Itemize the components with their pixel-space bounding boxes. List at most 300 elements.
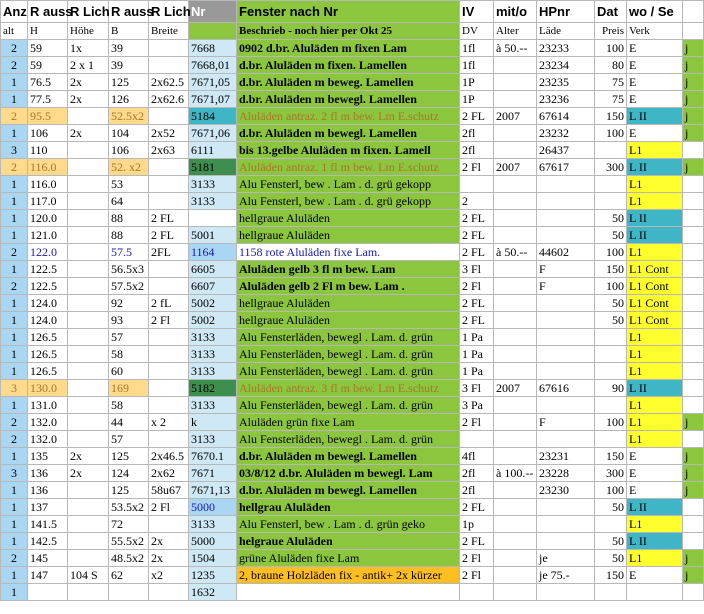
cell-raus[interactable]: 106 <box>28 125 68 142</box>
cell-hpnr[interactable]: 23231 <box>537 448 595 465</box>
cell-anz[interactable]: 1 <box>1 295 28 312</box>
cell-anz[interactable]: 3 <box>1 142 28 159</box>
cell-rlich2[interactable] <box>149 363 189 380</box>
cell-x[interactable]: j <box>683 91 704 108</box>
cell-nr[interactable] <box>189 210 237 227</box>
cell-anz[interactable]: 1 <box>1 125 28 142</box>
cell-anz[interactable]: 1 <box>1 363 28 380</box>
cell-anz[interactable]: 1 <box>1 210 28 227</box>
cell-hpnr[interactable] <box>537 210 595 227</box>
cell-rlich1[interactable] <box>68 482 109 499</box>
cell-wo[interactable]: E <box>627 40 683 57</box>
cell-fenster[interactable]: hellgrau Aluläden <box>237 499 460 516</box>
cell-raus[interactable]: 117.0 <box>28 193 68 210</box>
cell-rlich2[interactable] <box>149 431 189 448</box>
cell-mito[interactable] <box>494 210 537 227</box>
cell-raus[interactable] <box>28 584 68 601</box>
cell-mito[interactable] <box>494 261 537 278</box>
cell-hpnr[interactable] <box>537 193 595 210</box>
cell-rlich2[interactable] <box>149 397 189 414</box>
cell-raus[interactable]: 77.5 <box>28 91 68 108</box>
cell-rlich2[interactable]: 2x63 <box>149 142 189 159</box>
cell-hpnr[interactable] <box>537 346 595 363</box>
cell-hpnr[interactable]: F <box>537 414 595 431</box>
cell-fenster[interactable]: Alu Fensterläden, bewegl . Lam. d. grün <box>237 346 460 363</box>
cell-fenster[interactable]: Aluläden gelb 2 Fl m bew. Lam . <box>237 278 460 295</box>
cell-raus2[interactable]: 53.5x2 <box>109 499 149 516</box>
cell-hpnr[interactable]: je <box>537 550 595 567</box>
cell-dat[interactable]: 100 <box>595 244 627 261</box>
cell-wo[interactable]: L1 <box>627 431 683 448</box>
cell-dat[interactable]: 50 <box>595 210 627 227</box>
cell-iv[interactable]: 1p <box>460 516 494 533</box>
cell-fenster[interactable]: hellgraue Aluläden <box>237 210 460 227</box>
cell-x[interactable] <box>683 210 704 227</box>
cell-mito[interactable]: à 100.-- <box>494 465 537 482</box>
cell-raus2[interactable]: 88 <box>109 227 149 244</box>
cell-rlich2[interactable] <box>149 278 189 295</box>
cell-wo[interactable]: L1 <box>627 397 683 414</box>
cell-x[interactable] <box>683 261 704 278</box>
cell-fenster[interactable]: Aluläden antraz. 2 fl m bew. Lm E.schutz <box>237 108 460 125</box>
cell-iv[interactable]: 4fl <box>460 448 494 465</box>
cell-hpnr[interactable] <box>537 397 595 414</box>
cell-mito[interactable] <box>494 295 537 312</box>
cell-mito[interactable] <box>494 329 537 346</box>
cell-mito[interactable] <box>494 125 537 142</box>
cell-rlich1[interactable]: 2 x 1 <box>68 57 109 74</box>
cell-dat[interactable]: 150 <box>595 108 627 125</box>
cell-raus[interactable]: 135 <box>28 448 68 465</box>
cell-raus[interactable]: 59 <box>28 40 68 57</box>
cell-rlich1[interactable] <box>68 329 109 346</box>
cell-anz[interactable]: 1 <box>1 567 28 584</box>
cell-rlich1[interactable] <box>68 346 109 363</box>
cell-raus[interactable]: 122.5 <box>28 278 68 295</box>
cell-fenster[interactable]: Alu Fensterl, bew . Lam . d. grü gekopp <box>237 193 460 210</box>
cell-anz[interactable]: 1 <box>1 397 28 414</box>
cell-rlich1[interactable] <box>68 193 109 210</box>
cell-nr[interactable]: 1235 <box>189 567 237 584</box>
cell-raus2[interactable]: 58 <box>109 346 149 363</box>
cell-raus[interactable]: 124.0 <box>28 295 68 312</box>
cell-fenster[interactable]: Alu Fensterl, bew . Lam . d. grün geko <box>237 516 460 533</box>
cell-iv[interactable]: 2fl <box>460 125 494 142</box>
cell-dat[interactable]: 100 <box>595 414 627 431</box>
column-header-anz[interactable]: Anz <box>1 1 28 23</box>
column-header-hpnr[interactable]: HPnr <box>537 1 595 23</box>
cell-nr[interactable]: 1164 <box>189 244 237 261</box>
cell-iv[interactable]: 2 Fl <box>460 278 494 295</box>
cell-x[interactable] <box>683 193 704 210</box>
cell-dat[interactable]: 100 <box>595 125 627 142</box>
cell-wo[interactable]: L1 <box>627 176 683 193</box>
cell-dat[interactable]: 75 <box>595 74 627 91</box>
cell-fenster[interactable]: bis 13.gelbe Aluläden m fixen. Lamell <box>237 142 460 159</box>
cell-raus[interactable]: 124.0 <box>28 312 68 329</box>
cell-iv[interactable]: 2 FL <box>460 533 494 550</box>
cell-wo[interactable]: L1 <box>627 244 683 261</box>
cell-mito[interactable]: 2007 <box>494 159 537 176</box>
cell-rlich1[interactable]: 104 S <box>68 567 109 584</box>
cell-raus2[interactable]: 106 <box>109 142 149 159</box>
cell-nr[interactable]: 5000 <box>189 499 237 516</box>
cell-nr[interactable]: 5182 <box>189 380 237 397</box>
cell-hpnr[interactable] <box>537 431 595 448</box>
cell-raus[interactable]: 95.5 <box>28 108 68 125</box>
cell-mito[interactable] <box>494 363 537 380</box>
cell-raus2[interactable]: 169 <box>109 380 149 397</box>
cell-raus[interactable]: 136 <box>28 465 68 482</box>
cell-wo[interactable]: L1 Cont <box>627 295 683 312</box>
cell-wo[interactable]: E <box>627 567 683 584</box>
column-header-raus2[interactable]: R auss <box>109 1 149 23</box>
cell-rlich2[interactable] <box>149 193 189 210</box>
cell-raus2[interactable]: 125 <box>109 74 149 91</box>
cell-dat[interactable]: 100 <box>595 482 627 499</box>
cell-anz[interactable]: 3 <box>1 465 28 482</box>
cell-hpnr[interactable] <box>537 329 595 346</box>
cell-mito[interactable] <box>494 312 537 329</box>
cell-anz[interactable]: 2 <box>1 159 28 176</box>
cell-rlich2[interactable] <box>149 40 189 57</box>
cell-raus2[interactable]: 53 <box>109 176 149 193</box>
cell-rlich2[interactable] <box>149 57 189 74</box>
cell-anz[interactable]: 1 <box>1 482 28 499</box>
cell-raus2[interactable]: 56.5x3 <box>109 261 149 278</box>
cell-iv[interactable]: 2 FL <box>460 295 494 312</box>
cell-dat[interactable]: 150 <box>595 261 627 278</box>
cell-wo[interactable]: E <box>627 57 683 74</box>
cell-nr[interactable]: 7671,07 <box>189 91 237 108</box>
cell-rlich2[interactable]: 2 FL <box>149 210 189 227</box>
cell-raus2[interactable]: 57 <box>109 329 149 346</box>
cell-iv[interactable]: 2 FL <box>460 108 494 125</box>
cell-nr[interactable]: 7668,01 <box>189 57 237 74</box>
cell-raus2[interactable]: 39 <box>109 40 149 57</box>
cell-dat[interactable]: 50 <box>595 227 627 244</box>
cell-rlich1[interactable] <box>68 499 109 516</box>
cell-x[interactable] <box>683 346 704 363</box>
cell-anz[interactable]: 2 <box>1 550 28 567</box>
cell-hpnr[interactable]: 67617 <box>537 159 595 176</box>
cell-dat[interactable]: 90 <box>595 380 627 397</box>
cell-nr[interactable]: 6111 <box>189 142 237 159</box>
cell-x[interactable] <box>683 329 704 346</box>
cell-raus[interactable]: 120.0 <box>28 210 68 227</box>
cell-wo[interactable]: L1 Cont <box>627 312 683 329</box>
cell-raus[interactable]: 126.5 <box>28 346 68 363</box>
cell-raus2[interactable]: 60 <box>109 363 149 380</box>
cell-rlich1[interactable]: 1x <box>68 40 109 57</box>
cell-wo[interactable]: L1 <box>627 346 683 363</box>
cell-x[interactable] <box>683 363 704 380</box>
cell-rlich2[interactable]: 2x52 <box>149 125 189 142</box>
column-header-wo[interactable]: wo / Se <box>627 1 683 23</box>
cell-rlich2[interactable]: 2 FL <box>149 227 189 244</box>
cell-rlich1[interactable] <box>68 108 109 125</box>
cell-anz[interactable]: 2 <box>1 108 28 125</box>
cell-iv[interactable]: 1fl <box>460 40 494 57</box>
cell-raus2[interactable]: 104 <box>109 125 149 142</box>
cell-rlich1[interactable]: 2x <box>68 125 109 142</box>
cell-nr[interactable]: 7668 <box>189 40 237 57</box>
cell-iv[interactable]: 1 Pa <box>460 329 494 346</box>
cell-x[interactable]: j <box>683 57 704 74</box>
cell-raus[interactable]: 121.0 <box>28 227 68 244</box>
cell-nr[interactable]: k <box>189 414 237 431</box>
cell-x[interactable] <box>683 244 704 261</box>
cell-nr[interactable]: 3133 <box>189 431 237 448</box>
cell-dat[interactable]: 50 <box>595 550 627 567</box>
column-header-nr[interactable]: Nr <box>189 1 237 23</box>
cell-anz[interactable]: 1 <box>1 499 28 516</box>
cell-hpnr[interactable]: je 75.- <box>537 567 595 584</box>
cell-rlich1[interactable] <box>68 533 109 550</box>
cell-rlich2[interactable]: 2 Fl <box>149 312 189 329</box>
cell-rlich2[interactable]: 2 fL <box>149 295 189 312</box>
cell-iv[interactable]: 3 Fl <box>460 261 494 278</box>
cell-raus[interactable]: 130.0 <box>28 380 68 397</box>
cell-dat[interactable] <box>595 397 627 414</box>
cell-fenster[interactable]: hellgraue Aluläden <box>237 227 460 244</box>
cell-dat[interactable] <box>595 193 627 210</box>
cell-raus2[interactable] <box>109 584 149 601</box>
cell-raus[interactable]: 122.5 <box>28 261 68 278</box>
column-header-x[interactable] <box>683 1 704 23</box>
cell-mito[interactable] <box>494 516 537 533</box>
cell-hpnr[interactable]: F <box>537 261 595 278</box>
cell-anz[interactable]: 1 <box>1 176 28 193</box>
cell-hpnr[interactable] <box>537 533 595 550</box>
cell-nr[interactable]: 5000 <box>189 533 237 550</box>
cell-nr[interactable]: 3133 <box>189 516 237 533</box>
cell-iv[interactable]: 2 FL <box>460 244 494 261</box>
cell-fenster[interactable]: hellgraue Aluläden <box>237 312 460 329</box>
cell-anz[interactable]: 1 <box>1 584 28 601</box>
cell-fenster[interactable]: Alu Fensterläden, bewegl . Lam. d. grün <box>237 397 460 414</box>
cell-nr[interactable]: 3133 <box>189 176 237 193</box>
cell-iv[interactable]: 2 FL <box>460 210 494 227</box>
cell-fenster[interactable]: Aluläden grün fixe Lam <box>237 414 460 431</box>
cell-raus[interactable]: 137 <box>28 499 68 516</box>
cell-raus2[interactable]: 44 <box>109 414 149 431</box>
cell-fenster[interactable]: Aluläden antraz. 3 fl m bew. Lm E.schutz <box>237 380 460 397</box>
cell-dat[interactable]: 50 <box>595 295 627 312</box>
cell-x[interactable]: j <box>683 74 704 91</box>
cell-dat[interactable] <box>595 363 627 380</box>
cell-raus[interactable]: 126.5 <box>28 329 68 346</box>
cell-raus[interactable]: 126.5 <box>28 363 68 380</box>
cell-raus[interactable]: 131.0 <box>28 397 68 414</box>
cell-x[interactable] <box>683 516 704 533</box>
cell-nr[interactable]: 3133 <box>189 346 237 363</box>
cell-raus2[interactable]: 125 <box>109 448 149 465</box>
cell-anz[interactable]: 1 <box>1 346 28 363</box>
cell-raus[interactable]: 116.0 <box>28 176 68 193</box>
cell-fenster[interactable]: hellgraue Aluläden <box>237 295 460 312</box>
cell-rlich1[interactable] <box>68 397 109 414</box>
cell-rlich2[interactable]: 58u67 <box>149 482 189 499</box>
cell-x[interactable]: j <box>683 550 704 567</box>
cell-raus2[interactable]: 48.5x2 <box>109 550 149 567</box>
cell-iv[interactable] <box>460 431 494 448</box>
cell-iv[interactable]: 2 Fl <box>460 550 494 567</box>
cell-dat[interactable] <box>595 142 627 159</box>
cell-fenster[interactable]: 03/8/12 d.br. Aluläden m bewegl. Lam <box>237 465 460 482</box>
cell-iv[interactable]: 2 <box>460 193 494 210</box>
cell-dat[interactable] <box>595 431 627 448</box>
cell-raus[interactable]: 145 <box>28 550 68 567</box>
cell-raus2[interactable]: 93 <box>109 312 149 329</box>
cell-fenster[interactable]: Alu Fensterläden, bewegl . Lam. d. grün <box>237 431 460 448</box>
cell-raus2[interactable]: 57.5x2 <box>109 278 149 295</box>
cell-dat[interactable] <box>595 584 627 601</box>
cell-hpnr[interactable]: 67614 <box>537 108 595 125</box>
cell-wo[interactable]: L1 <box>627 363 683 380</box>
cell-rlich2[interactable] <box>149 380 189 397</box>
cell-iv[interactable]: 2 Fl <box>460 567 494 584</box>
cell-rlich2[interactable] <box>149 346 189 363</box>
cell-wo[interactable]: L1 Cont <box>627 261 683 278</box>
cell-iv[interactable]: 1fl <box>460 57 494 74</box>
cell-rlich1[interactable]: 2x <box>68 465 109 482</box>
cell-x[interactable]: j <box>683 448 704 465</box>
cell-nr[interactable]: 7671 <box>189 465 237 482</box>
cell-hpnr[interactable] <box>537 176 595 193</box>
cell-raus2[interactable]: 72 <box>109 516 149 533</box>
cell-hpnr[interactable] <box>537 227 595 244</box>
cell-wo[interactable]: L1 <box>627 142 683 159</box>
cell-rlich2[interactable] <box>149 159 189 176</box>
cell-x[interactable] <box>683 142 704 159</box>
cell-rlich1[interactable] <box>68 176 109 193</box>
cell-x[interactable]: j <box>683 567 704 584</box>
cell-anz[interactable]: 2 <box>1 244 28 261</box>
cell-raus2[interactable]: 58 <box>109 397 149 414</box>
cell-nr[interactable]: 7670.1 <box>189 448 237 465</box>
cell-rlich2[interactable]: 2x <box>149 550 189 567</box>
cell-iv[interactable]: 1P <box>460 74 494 91</box>
cell-mito[interactable] <box>494 193 537 210</box>
cell-x[interactable] <box>683 584 704 601</box>
cell-fenster[interactable]: Aluläden antraz. 1 fl m bew. Lm E.schutz <box>237 159 460 176</box>
cell-anz[interactable]: 3 <box>1 380 28 397</box>
cell-mito[interactable] <box>494 482 537 499</box>
cell-hpnr[interactable]: 23228 <box>537 465 595 482</box>
cell-rlich1[interactable] <box>68 261 109 278</box>
cell-rlich1[interactable] <box>68 550 109 567</box>
cell-raus2[interactable]: 125 <box>109 482 149 499</box>
cell-rlich2[interactable] <box>149 329 189 346</box>
cell-rlich1[interactable] <box>68 431 109 448</box>
cell-nr[interactable]: 5184 <box>189 108 237 125</box>
cell-x[interactable]: j <box>683 40 704 57</box>
column-header-rlich1[interactable]: R Lich <box>68 1 109 23</box>
cell-raus[interactable]: 76.5 <box>28 74 68 91</box>
cell-x[interactable]: j <box>683 159 704 176</box>
cell-rlich2[interactable] <box>149 261 189 278</box>
cell-nr[interactable]: 5002 <box>189 295 237 312</box>
cell-raus[interactable]: 122.0 <box>28 244 68 261</box>
cell-wo[interactable]: E <box>627 482 683 499</box>
cell-wo[interactable]: L1 <box>627 414 683 431</box>
cell-raus2[interactable]: 57.5 <box>109 244 149 261</box>
cell-nr[interactable]: 1632 <box>189 584 237 601</box>
cell-fenster[interactable]: Alu Fensterläden, bewegl . Lam. d. grün <box>237 363 460 380</box>
column-header-raus[interactable]: R auss <box>28 1 68 23</box>
cell-rlich2[interactable] <box>149 108 189 125</box>
cell-mito[interactable]: à 50.-- <box>494 40 537 57</box>
cell-iv[interactable]: 2 Fl <box>460 159 494 176</box>
cell-anz[interactable]: 1 <box>1 227 28 244</box>
cell-raus[interactable]: 147 <box>28 567 68 584</box>
cell-hpnr[interactable] <box>537 312 595 329</box>
cell-dat[interactable]: 75 <box>595 91 627 108</box>
cell-raus2[interactable]: 52. x2 <box>109 159 149 176</box>
cell-rlich1[interactable] <box>68 380 109 397</box>
cell-anz[interactable]: 2 <box>1 40 28 57</box>
cell-hpnr[interactable]: 23235 <box>537 74 595 91</box>
cell-hpnr[interactable]: 26437 <box>537 142 595 159</box>
cell-nr[interactable]: 3133 <box>189 397 237 414</box>
cell-raus[interactable]: 116.0 <box>28 159 68 176</box>
cell-rlich2[interactable]: 2x46.5 <box>149 448 189 465</box>
cell-rlich1[interactable]: 2x <box>68 91 109 108</box>
cell-x[interactable]: j <box>683 125 704 142</box>
cell-rlich1[interactable] <box>68 516 109 533</box>
cell-mito[interactable] <box>494 584 537 601</box>
cell-rlich2[interactable]: 2x62.6 <box>149 91 189 108</box>
cell-mito[interactable] <box>494 176 537 193</box>
cell-nr[interactable]: 7671,06 <box>189 125 237 142</box>
cell-x[interactable] <box>683 499 704 516</box>
cell-mito[interactable] <box>494 227 537 244</box>
cell-mito[interactable] <box>494 550 537 567</box>
cell-wo[interactable]: L II <box>627 108 683 125</box>
cell-wo[interactable]: L II <box>627 159 683 176</box>
cell-iv[interactable]: 1 Pa <box>460 346 494 363</box>
cell-anz[interactable]: 2 <box>1 278 28 295</box>
cell-hpnr[interactable]: 23234 <box>537 57 595 74</box>
cell-nr[interactable]: 3133 <box>189 329 237 346</box>
cell-hpnr[interactable] <box>537 499 595 516</box>
cell-rlich2[interactable]: 2 Fl <box>149 499 189 516</box>
cell-mito[interactable] <box>494 397 537 414</box>
cell-raus[interactable]: 132.0 <box>28 431 68 448</box>
cell-anz[interactable]: 1 <box>1 193 28 210</box>
cell-fenster[interactable]: 1158 rote Aluläden fixe Lam. <box>237 244 460 261</box>
cell-x[interactable]: j <box>683 465 704 482</box>
cell-iv[interactable]: 2 Fl <box>460 414 494 431</box>
cell-wo[interactable]: L1 <box>627 329 683 346</box>
cell-x[interactable] <box>683 380 704 397</box>
cell-raus2[interactable]: 126 <box>109 91 149 108</box>
cell-wo[interactable]: L II <box>627 499 683 516</box>
cell-anz[interactable]: 2 <box>1 431 28 448</box>
cell-iv[interactable] <box>460 176 494 193</box>
cell-rlich2[interactable]: 2x62 <box>149 465 189 482</box>
cell-fenster[interactable]: Alu Fensterl, bew . Lam . d. grü gekopp <box>237 176 460 193</box>
cell-mito[interactable]: 2007 <box>494 108 537 125</box>
cell-hpnr[interactable]: 23230 <box>537 482 595 499</box>
cell-nr[interactable]: 7671,05 <box>189 74 237 91</box>
cell-hpnr[interactable] <box>537 295 595 312</box>
cell-dat[interactable]: 150 <box>595 567 627 584</box>
cell-mito[interactable] <box>494 431 537 448</box>
cell-anz[interactable]: 2 <box>1 414 28 431</box>
column-header-rlich2[interactable]: R Lich <box>149 1 189 23</box>
